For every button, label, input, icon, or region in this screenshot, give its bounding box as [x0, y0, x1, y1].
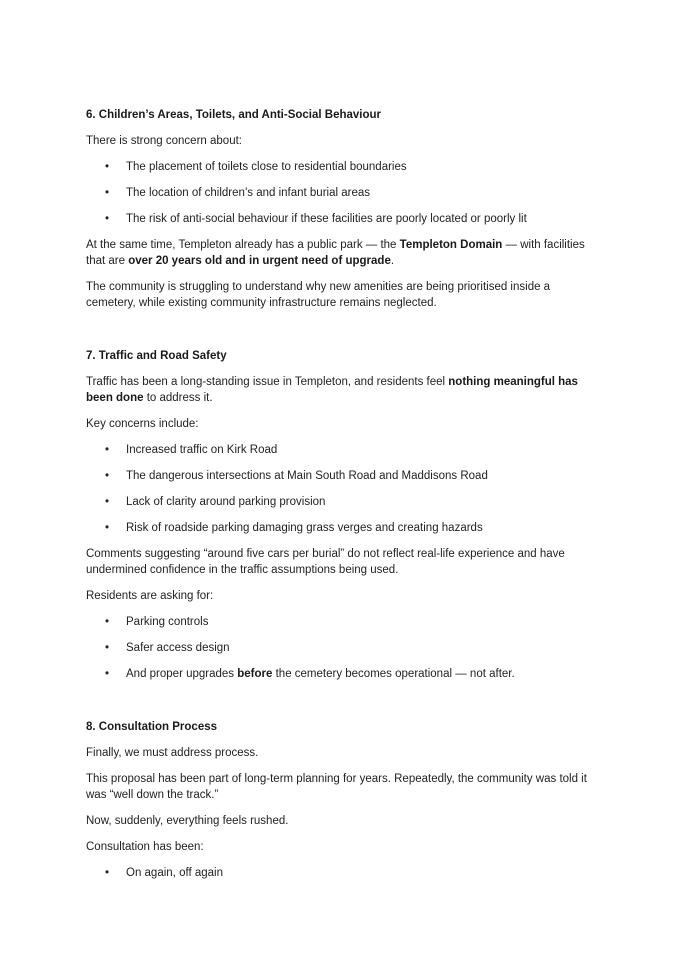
list-item: • Parking controls: [86, 614, 596, 630]
section-heading-6: 6. Children’s Areas, Toilets, and Anti-Social Behaviour: [86, 109, 382, 121]
section-8-paragraph-process: Finally, we must address process.: [86, 747, 259, 759]
section-heading-8: 8. Consultation Process: [86, 721, 218, 733]
section-7-residents-bullet-list: [86, 614, 596, 682]
list-item: • The location of children’s and infant burial areas: [86, 185, 596, 201]
list-item: • And proper upgrades before the cemetery becomes operational — not after.: [86, 666, 596, 682]
list-item: • Safer access design: [86, 640, 596, 656]
section-6-intro: There is strong concern about:: [86, 135, 242, 147]
list-item: • Lack of clarity around parking provision: [86, 494, 596, 510]
list-item: • The risk of anti-social behaviour if these facilities are poorly located or poorly lit: [86, 211, 596, 227]
section-8-paragraph-planning: This proposal has been part of long-term planning for years. Repeatedly, the community was told it was “well down the track.”: [86, 773, 587, 801]
section-7-bullet-list: [86, 442, 596, 536]
section-6-paragraph-domain: At the same time, Templeton already has a public park — the Templeton Domain — with facilities that are over 20 years old and in urgent need of upgrade.: [86, 239, 585, 267]
section-7-paragraph-traffic: Traffic has been a long-standing issue in Templeton, and residents feel nothing meaningful has been done to address it.: [86, 376, 578, 404]
section-7-intro-residents: Residents are asking for:: [86, 590, 214, 602]
list-item: • On again, off again: [86, 865, 596, 881]
section-7-intro: Key concerns include:: [86, 418, 199, 430]
section-heading-7: 7. Traffic and Road Safety: [86, 350, 227, 362]
section-8-paragraph-rushed: Now, suddenly, everything feels rushed.: [86, 815, 289, 827]
section-6-paragraph-community: The community is struggling to understand why new amenities are being prioritised inside a cemetery, while existing community infrastructure remains neglected.: [86, 281, 551, 309]
list-item: • Increased traffic on Kirk Road: [86, 442, 596, 458]
section-7-paragraph-cars: Comments suggesting “around five cars per burial” do not reflect real-life experience and have undermined confidence in the traffic assumptions being used.: [86, 548, 565, 576]
list-item: • The placement of toilets close to residential boundaries: [86, 159, 596, 175]
section-8-intro: Consultation has been:: [86, 841, 204, 853]
section-8-bullet-list: [86, 865, 596, 881]
document-page: [86, 108, 596, 881]
list-item: • Risk of roadside parking damaging grass verges and creating hazards: [86, 520, 596, 536]
section-6-bullet-list: [86, 159, 596, 227]
list-item: • The dangerous intersections at Main South Road and Maddisons Road: [86, 468, 596, 484]
